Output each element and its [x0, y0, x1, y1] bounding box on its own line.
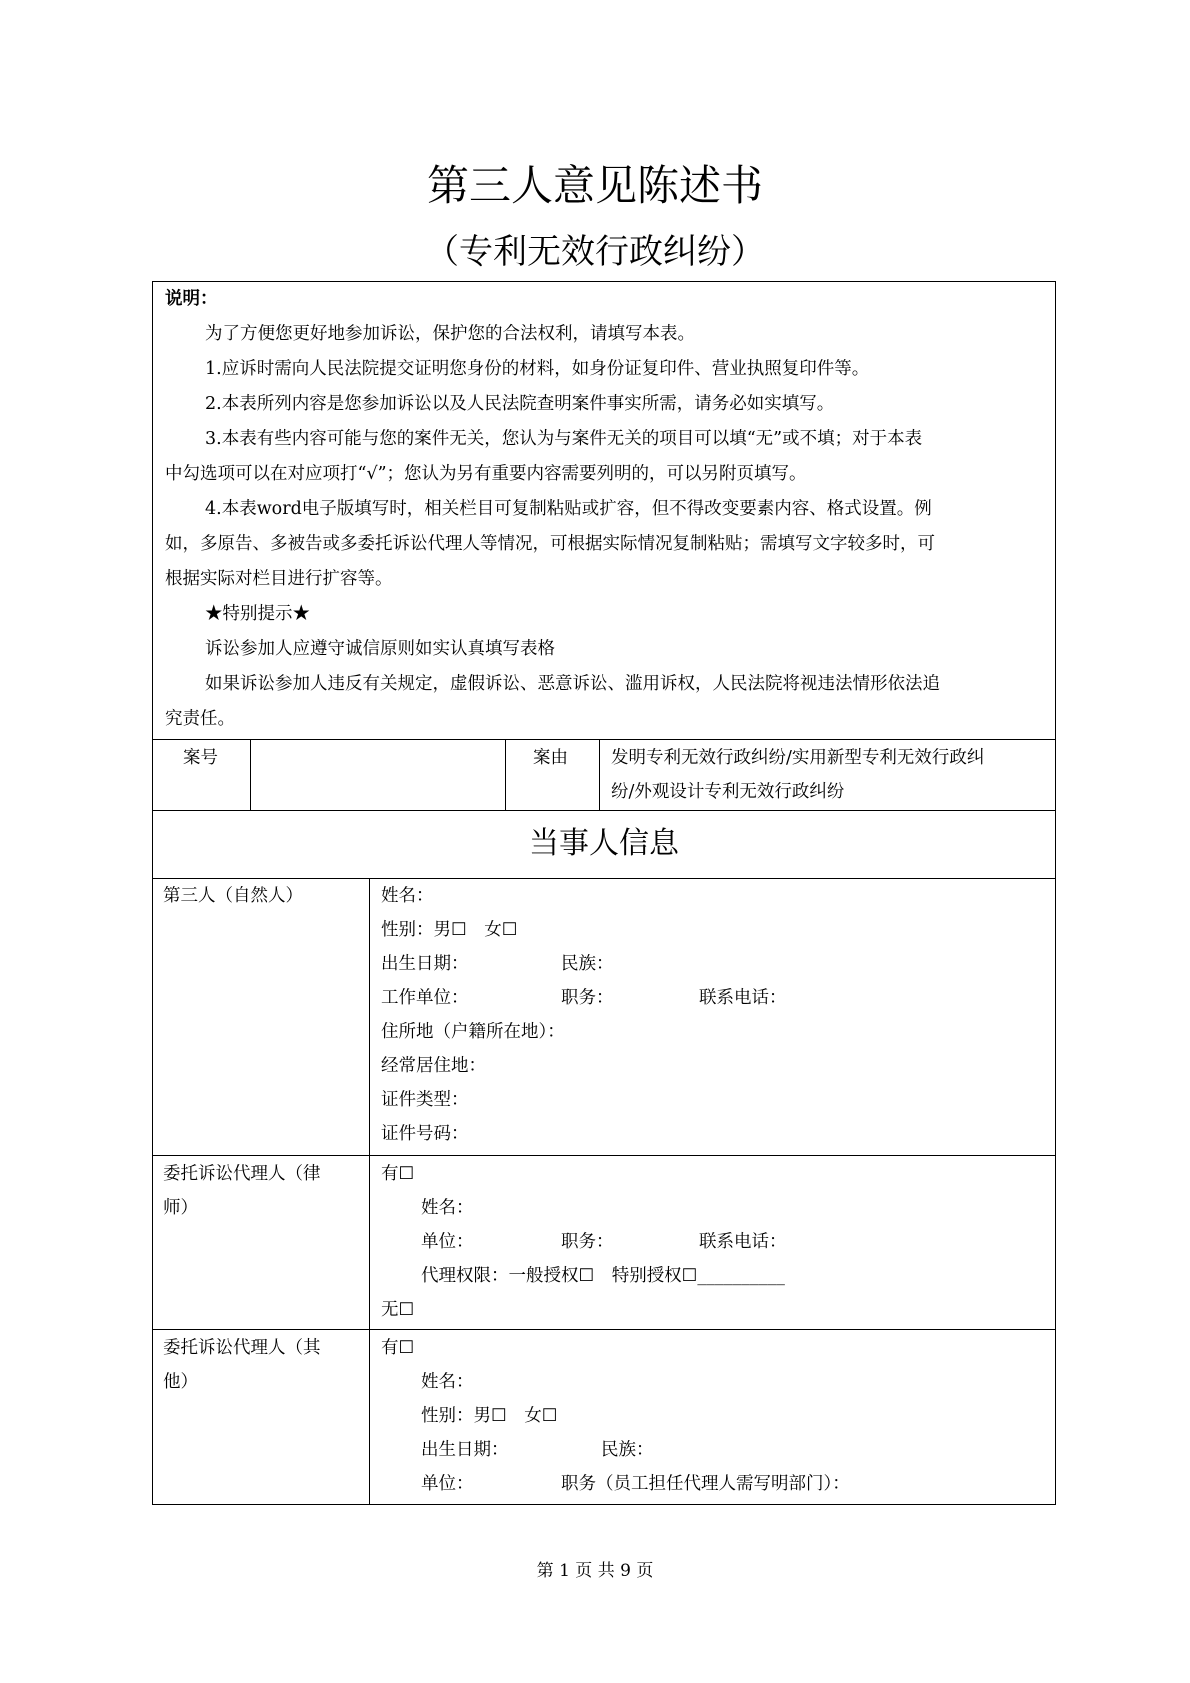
other-agent-label-line2: 他） [163, 1372, 198, 1392]
other-agent-gender-checkboxes[interactable]: 性别：男☐ 女☐ [421, 1406, 558, 1426]
employer-field[interactable]: 工作单位： [381, 988, 469, 1008]
name-field[interactable]: 姓名： [381, 886, 434, 906]
lawyer-agent-label-line1: 委托诉讼代理人（律 [163, 1164, 321, 1184]
other-agent-name-field[interactable]: 姓名： [421, 1372, 474, 1392]
cause-label: 案由 [533, 748, 568, 768]
document-title: 第三人意见陈述书 [426, 161, 763, 210]
instruction-line: 2.本表所列内容是您参加诉讼以及人民法院查明案件事实所需，请务必如实填写。 [205, 394, 835, 414]
special-notice-heading: ★特别提示★ [205, 604, 310, 624]
lawyer-authority-checkboxes[interactable]: 代理权限：一般授权☐ 特别授权☐__________ [421, 1266, 785, 1286]
cause-value-line1: 发明专利无效行政纠纷/实用新型专利无效行政纠 [611, 748, 985, 768]
case-number-label: 案号 [183, 748, 218, 768]
column-divider [369, 878, 370, 1505]
instruction-line: 1.应诉时需向人民法院提交证明您身份的材料，如身份证复印件、营业执照复印件等。 [205, 359, 870, 379]
id-number-field[interactable]: 证件号码： [381, 1124, 469, 1144]
ethnicity-field[interactable]: 民族： [561, 954, 614, 974]
other-agent-unit-field[interactable]: 单位： [421, 1474, 474, 1494]
lawyer-agent-label-line2: 师） [163, 1198, 198, 1218]
other-agent-birth-field[interactable]: 出生日期： [421, 1440, 509, 1460]
instruction-line: 如果诉讼参加人违反有关规定，虚假诉讼、恶意诉讼、滥用诉权，人民法院将视违法情形依法追 [205, 674, 940, 694]
form-table [152, 281, 1056, 1505]
other-agent-label-line1: 委托诉讼代理人（其 [163, 1338, 321, 1358]
instruction-line: 究责任。 [165, 709, 235, 729]
section-title: 当事人信息 [529, 826, 679, 861]
column-divider [250, 739, 251, 810]
case-number-field[interactable] [263, 741, 493, 775]
instruction-line: 为了方便您更好地参加诉讼，保护您的合法权利，请填写本表。 [205, 324, 695, 344]
page-number: 第 1 页 共 9 页 [536, 1561, 654, 1581]
row-divider [153, 1329, 1055, 1330]
other-agent-position-field[interactable]: 职务（员工担任代理人需写明部门）： [561, 1474, 850, 1494]
birth-date-field[interactable]: 出生日期： [381, 954, 469, 974]
instruction-line: 3.本表有些内容可能与您的案件无关，您认为与案件无关的项目可以填“无”或不填；对于本表 [205, 429, 923, 449]
gender-checkboxes[interactable]: 性别：男☐ 女☐ [381, 920, 518, 940]
instruction-line: 如，多原告、多被告或多委托诉讼代理人等情况，可根据实际情况复制粘贴；需填写文字较多时，可 [165, 534, 935, 554]
column-divider [599, 739, 600, 810]
row-divider [153, 739, 1055, 740]
phone-field[interactable]: 联系电话： [699, 988, 787, 1008]
domicile-field[interactable]: 住所地（户籍所在地）： [381, 1022, 565, 1042]
instructions-block [165, 282, 1045, 737]
cause-value-line2: 纷/外观设计专利无效行政纠纷 [611, 782, 845, 802]
instruction-line: 中勾选项可以在对应项打“√”；您认为另有重要内容需要列明的，可以另附页填写。 [165, 464, 807, 484]
other-agent-ethnicity-field[interactable]: 民族： [601, 1440, 654, 1460]
instructions-heading: 说明： [165, 289, 218, 309]
row-divider [153, 1155, 1055, 1156]
other-agent-yes-checkbox[interactable]: 有☐ [381, 1338, 415, 1358]
document-subtitle: （专利无效行政纠纷） [425, 232, 765, 272]
instruction-line: 诉讼参加人应遵守诚信原则如实认真填写表格 [205, 639, 555, 659]
position-field[interactable]: 职务： [561, 988, 614, 1008]
lawyer-name-field[interactable]: 姓名： [421, 1198, 474, 1218]
instruction-line: 根据实际对栏目进行扩容等。 [165, 569, 393, 589]
lawyer-unit-field[interactable]: 单位： [421, 1232, 474, 1252]
column-divider [505, 739, 506, 810]
lawyer-agent-no-checkbox[interactable]: 无☐ [381, 1300, 415, 1320]
lawyer-agent-yes-checkbox[interactable]: 有☐ [381, 1164, 415, 1184]
lawyer-phone-field[interactable]: 联系电话： [699, 1232, 787, 1252]
instruction-line: 4.本表word电子版填写时，相关栏目可复制粘贴或扩容，但不得改变要素内容、格式设置。例 [205, 499, 932, 519]
third-party-label: 第三人（自然人） [163, 886, 303, 906]
lawyer-position-field[interactable]: 职务： [561, 1232, 614, 1252]
residence-field[interactable]: 经常居住地： [381, 1056, 486, 1076]
id-type-field[interactable]: 证件类型： [381, 1090, 469, 1110]
